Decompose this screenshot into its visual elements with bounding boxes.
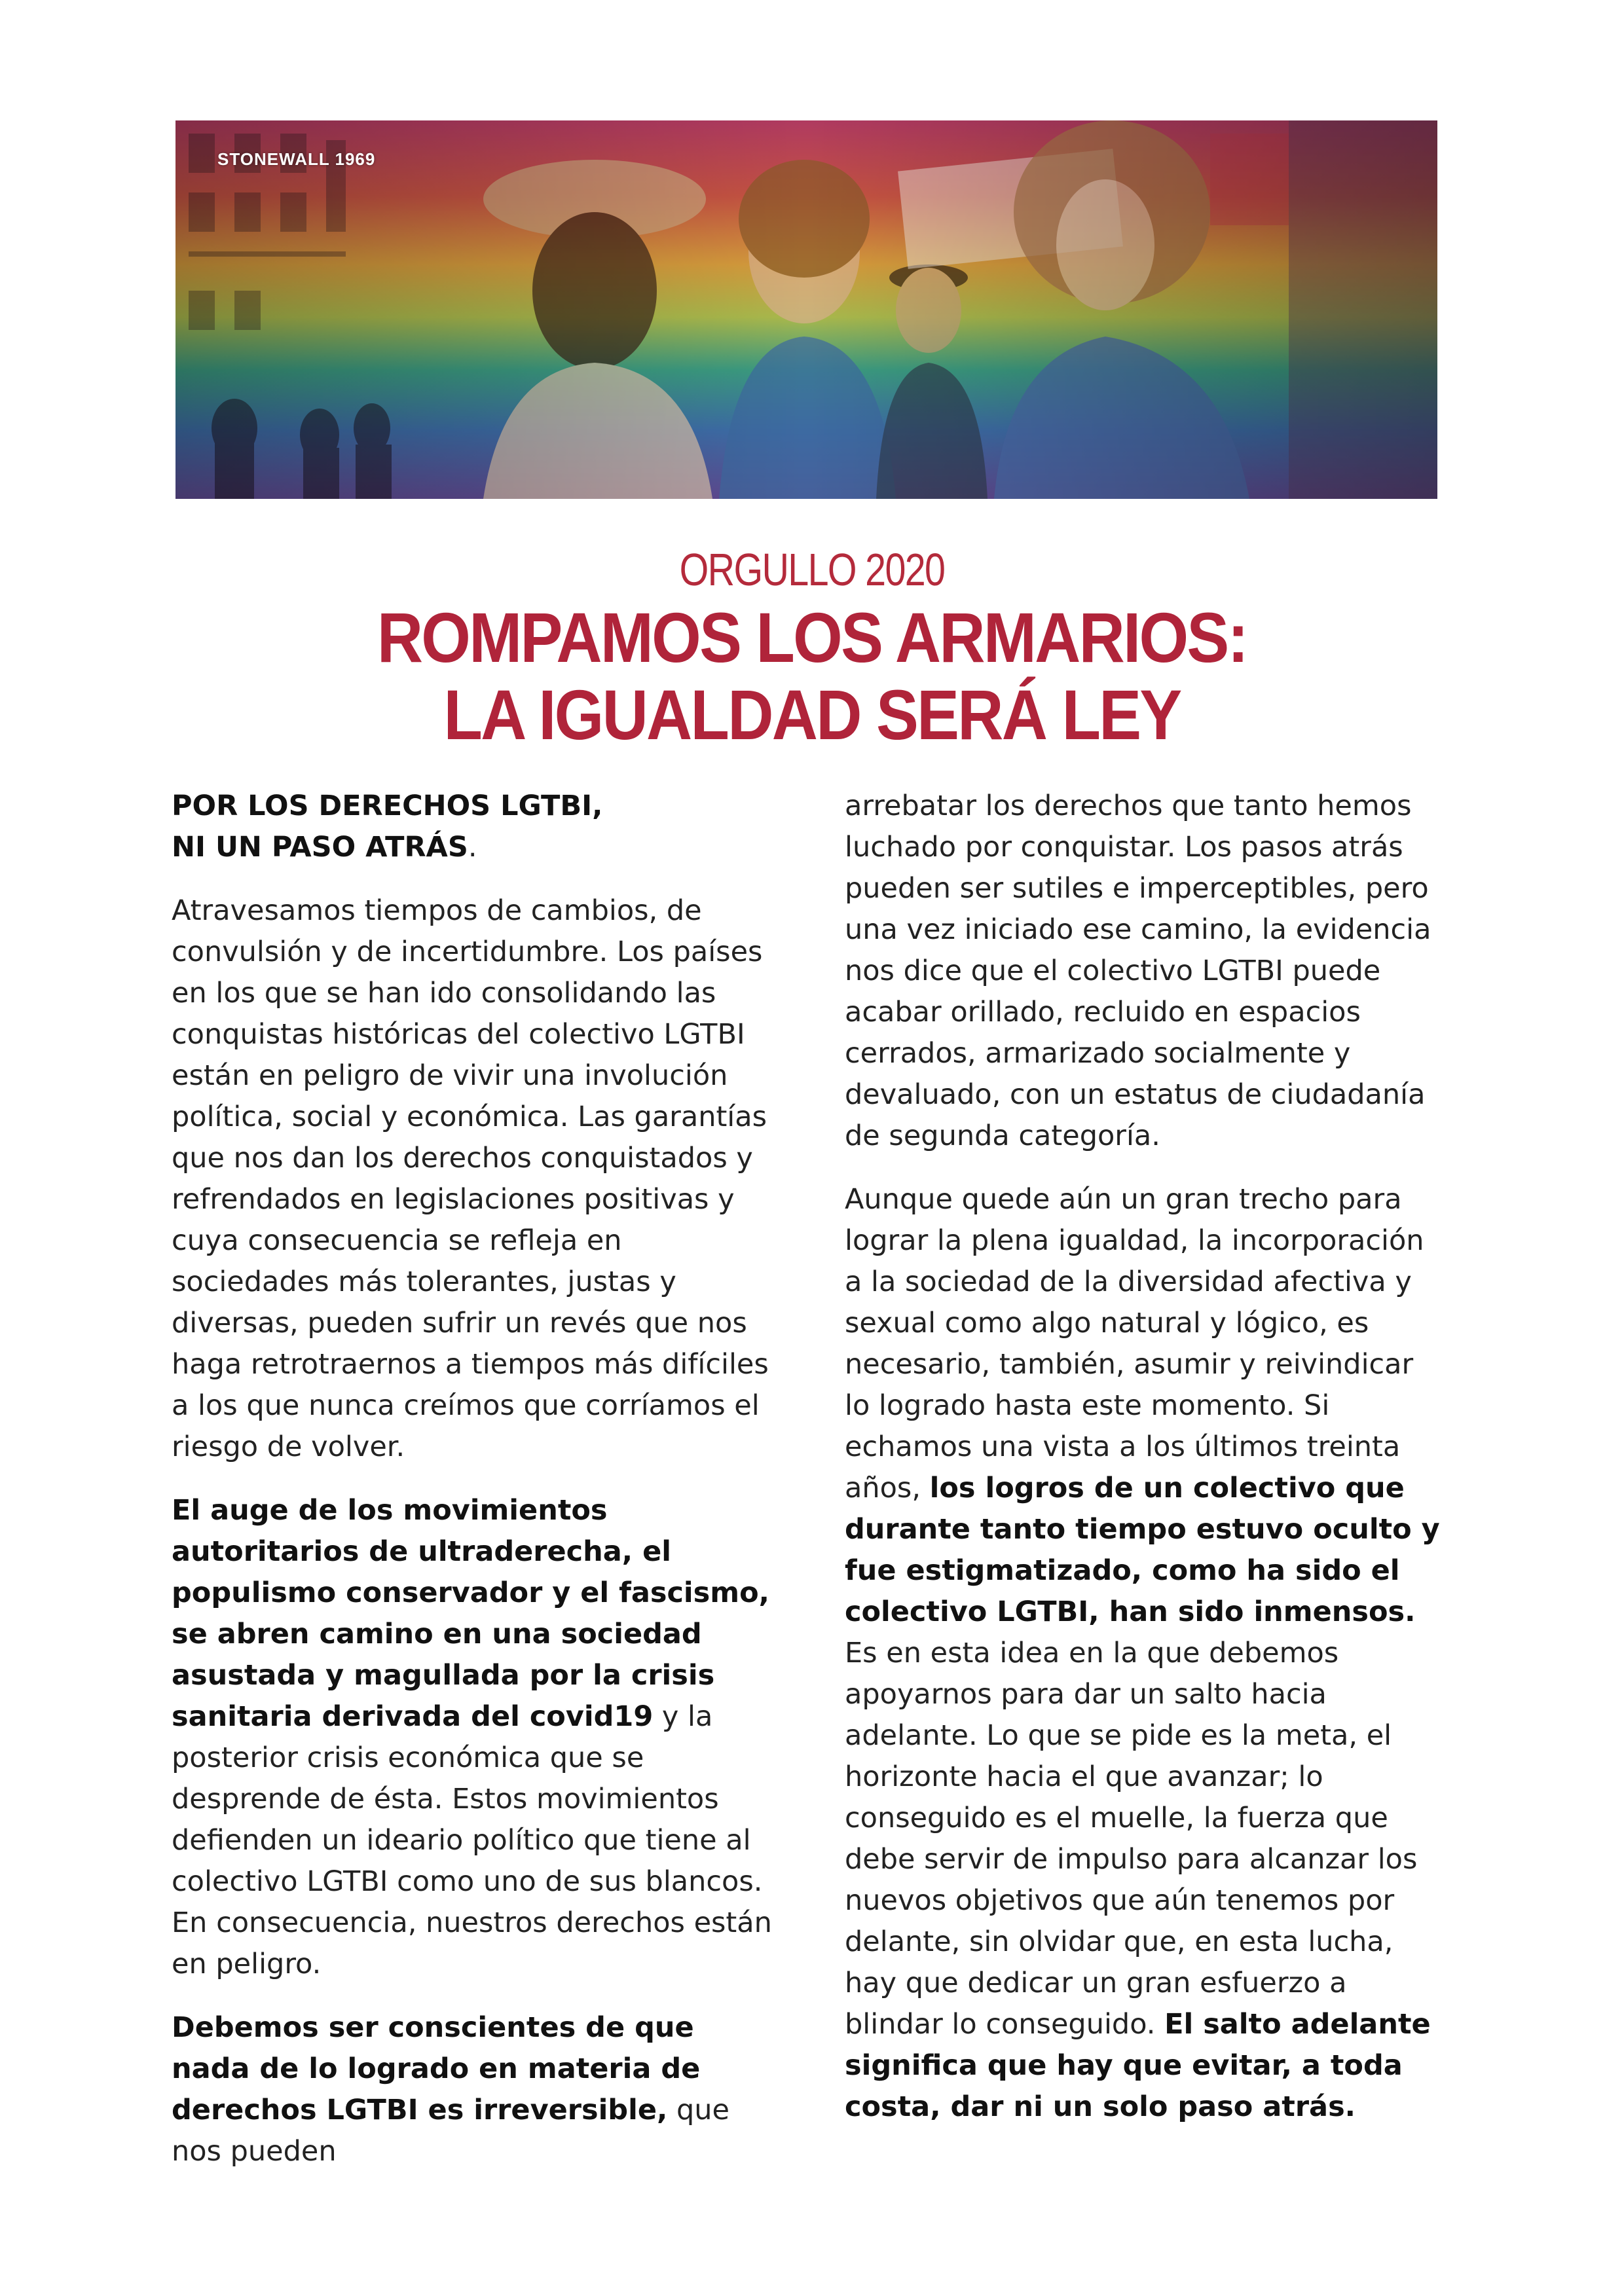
title-line-2: LA IGUALDAD SERÁ LEY [443, 675, 1181, 754]
paragraph-3-rest: que nos pueden [172, 2094, 730, 2168]
paragraph-1: Atravesamos tiempos de cambios, de convulsión y de incertidumbre. Los países en los que se han ido consolidando las conquistas históricas del colectivo LGTBI están en peligro de vivir una involución política, social y económica. Las garantías que nos dan los derechos conquistados y refrendados en legislaciones positivas y cuya consecuencia se refleja en sociedades más tolerantes, justas y diversas, pueden sufrir un revés que nos haga retrotraernos a tiempos más difíciles a los que nunca creímos que corríamos el riesgo de volver. [172, 894, 769, 1463]
heading-line-2: NI UN PASO ATRÁS [172, 831, 468, 864]
section-heading [172, 786, 774, 868]
kicker-title: ORGULLO 2020 [679, 544, 945, 595]
stonewall-photo-rainbow-icon [175, 120, 1437, 499]
paragraph-5-bold-end: El salto adelante significa que hay que evitar, a toda costa, dar ni un solo paso atrás. [845, 2008, 1431, 2123]
paragraph-5-mid: Es en esta idea en la que debemos apoyarnos para dar un salto hacia adelante. Lo que se pide es la meta, el horizonte hacia el que avanzar; lo conseguido es el muelle, la fuerza que debe servir de impulso para alcanzar los nuevos objetivos que aún tenemos por delante, sin olvidar que, en esta lucha, hay que dedicar un gran esfuerzo a blindar lo conseguido. [845, 1637, 1418, 2041]
paragraph-2-rest: y la posterior crisis económica que se desprende de ésta. Estos movimientos defienden un ideario político que tiene al colectivo LGTBI como uno de sus blancos. En consecuencia, nuestros derechos están en peligro. [172, 1700, 772, 1980]
photo-caption: STONEWALL 1969 [217, 149, 376, 169]
paragraph-5-start: Aunque quede aún un gran trecho para lograr la plena igualdad, la incorporación a la sociedad de la diversidad afectiva y sexual como algo natural y lógico, es necesario, también, asumir y reivindicar lo logrado hasta este momento. Si echamos una vista a los últimos treinta años, [845, 1183, 1424, 1504]
heading-end: . [468, 831, 477, 864]
paragraph-5 [845, 1179, 1447, 2128]
paragraph-3-bold: Debemos ser conscientes de que nada de lo logrado en materia de derechos LGTBI es irreversible, [172, 2011, 701, 2126]
heading-line-1: POR LOS DERECHOS LGTBI, [172, 790, 603, 822]
paragraph-2-bold: El auge de los movimientos autoritarios de ultraderecha, el populismo conservador y el fascismo, se abren camino en una sociedad asustada y magullada por la crisis sanitaria derivada del covid19 [172, 1494, 769, 1733]
left-column [172, 786, 774, 2195]
page-title [0, 599, 1624, 754]
paragraph-2 [172, 1490, 774, 1985]
header-photo-banner [175, 120, 1437, 499]
title-line-1: ROMPAMOS LOS ARMARIOS: [377, 598, 1247, 677]
paragraph-3 [172, 2007, 774, 2172]
paragraph-4: arrebatar los derechos que tanto hemos luchado por conquistar. Los pasos atrás pueden ser sutiles e imperceptibles, pero una vez iniciado ese camino, la evidencia nos dice que el colectivo LGTBI puede acabar orillado, recluido en espacios cerrados, armarizado socialmente y devaluado, con un estatus de ciudadanía de segunda categoría. [845, 790, 1431, 1152]
paragraph-5-bold: los logros de un colectivo que durante tanto tiempo estuvo oculto y fue estigmatizado, como ha sido el colectivo LGTBI, han sido inmensos. [845, 1472, 1440, 1628]
right-column [845, 786, 1447, 2150]
